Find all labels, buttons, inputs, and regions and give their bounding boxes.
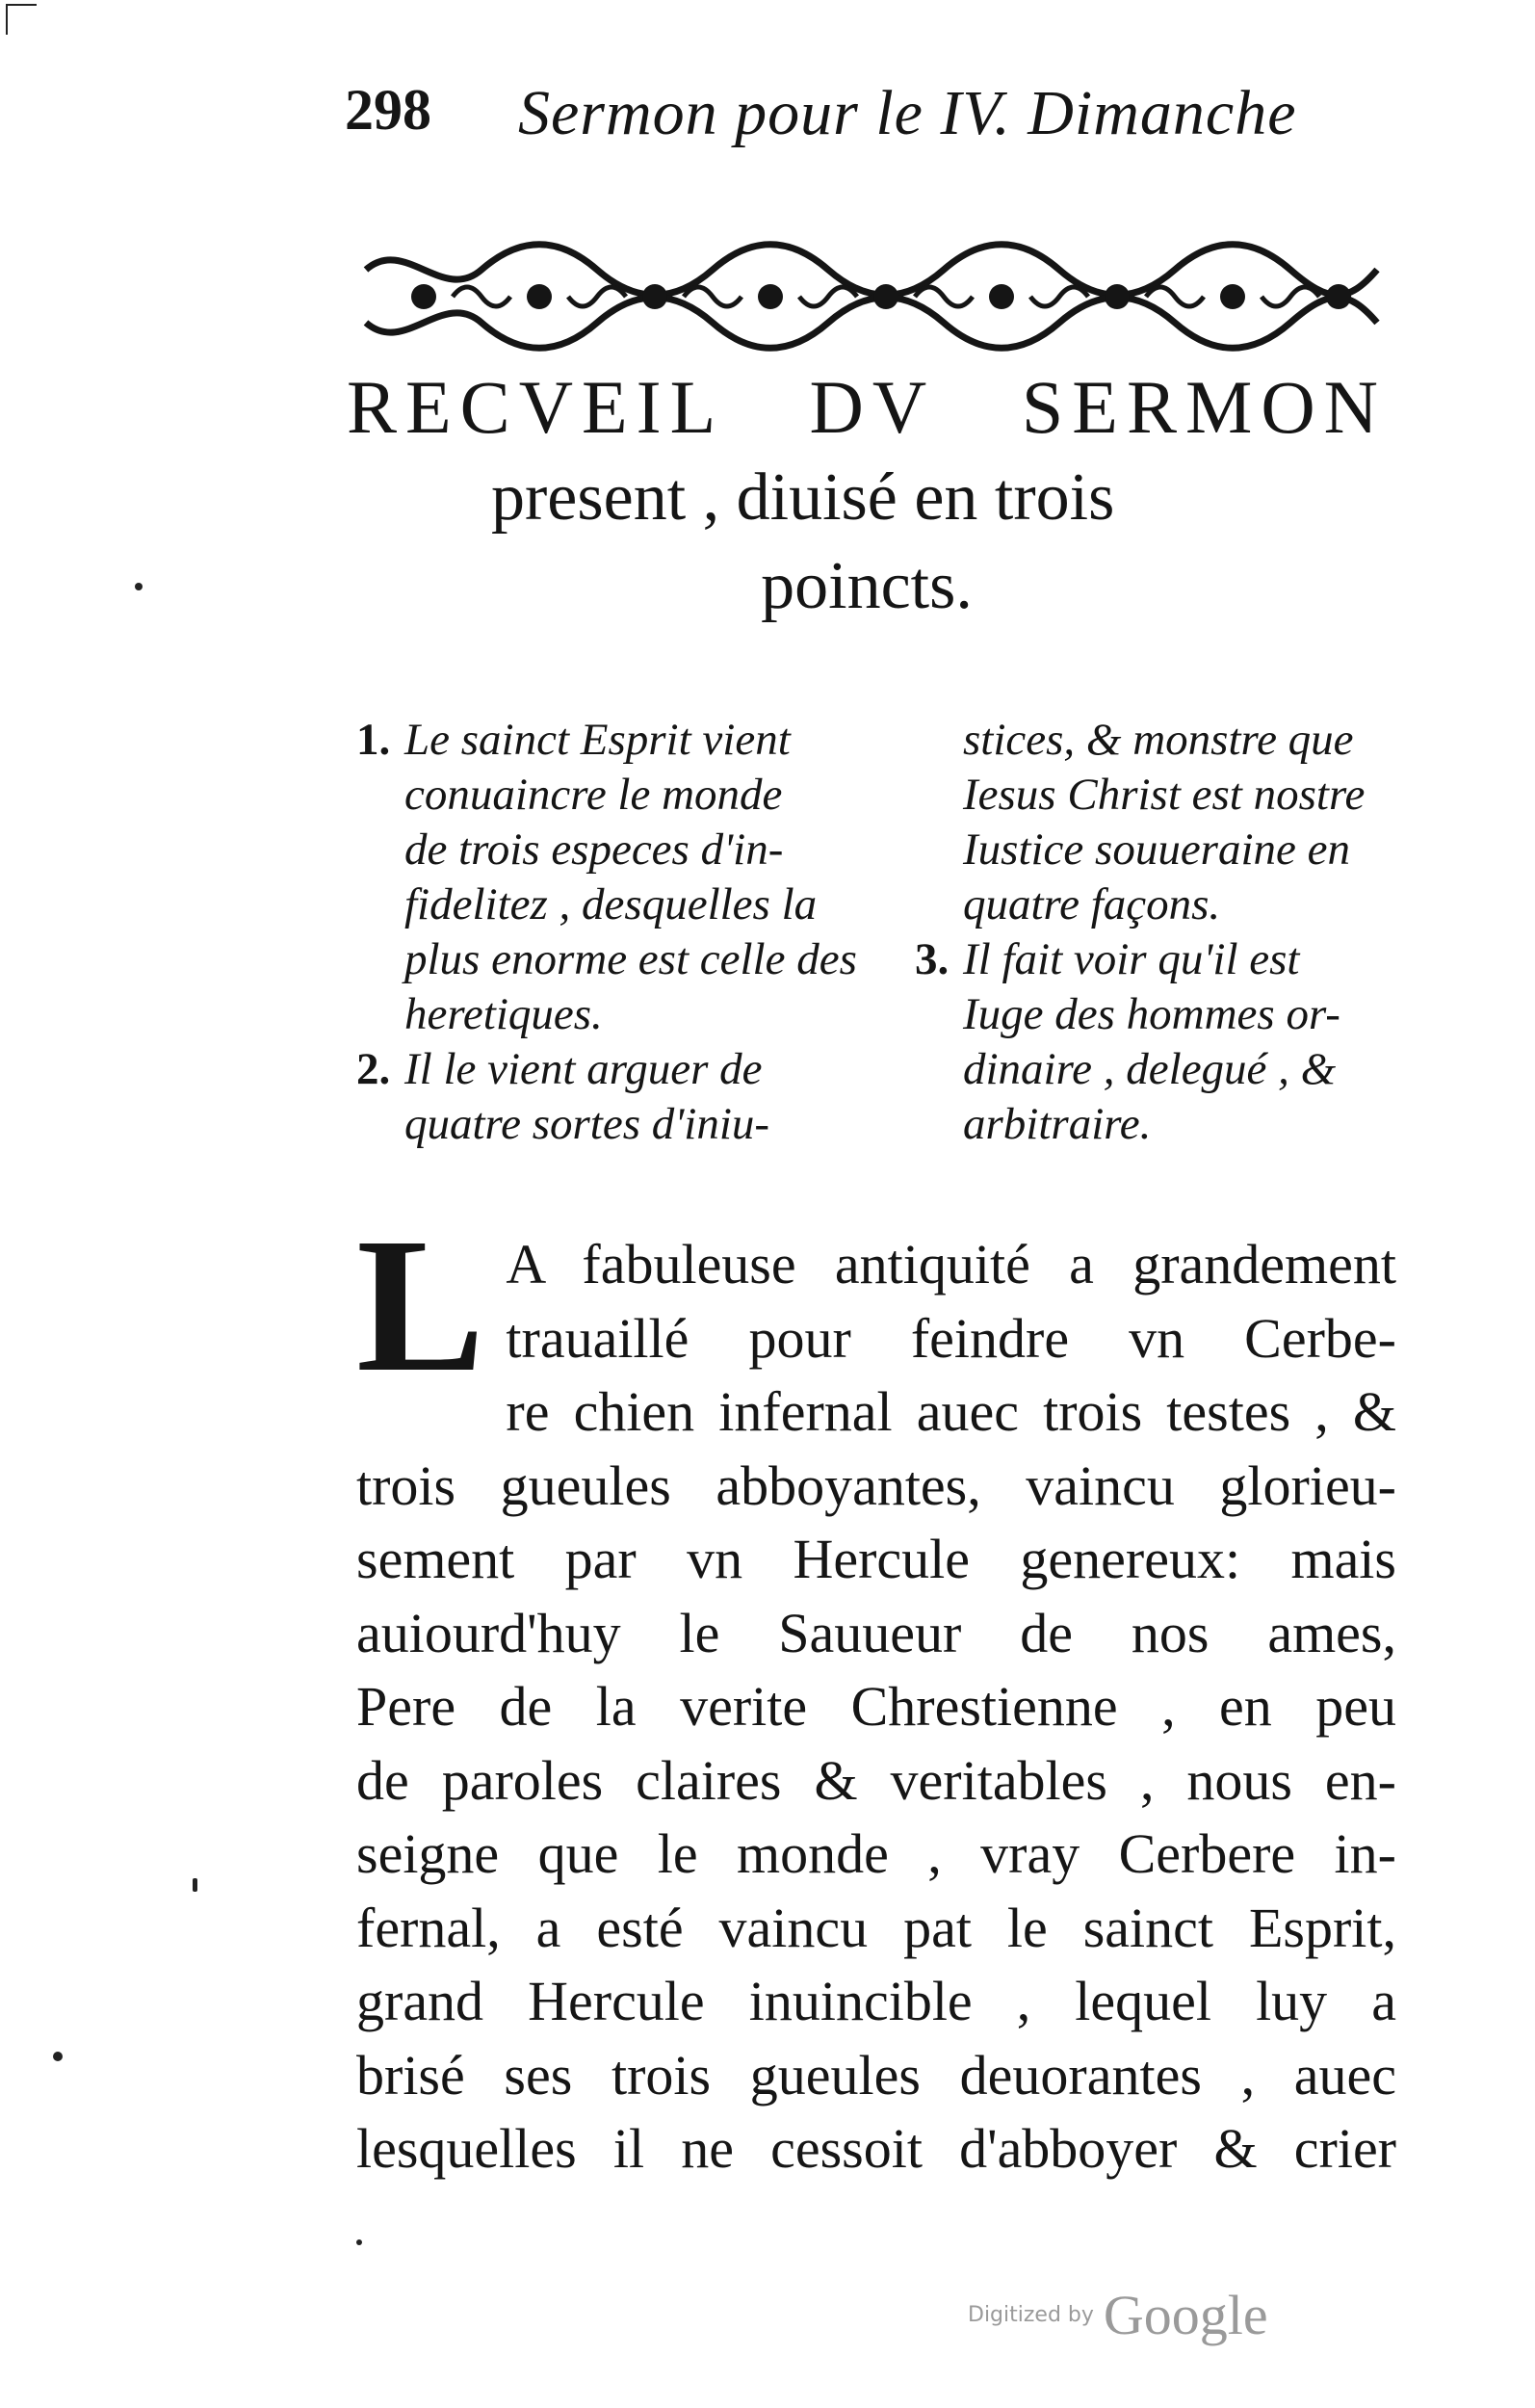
running-title: Sermon pour le IV. Dimanche (518, 78, 1297, 148)
summary-line: heretiques. (404, 989, 603, 1039)
body-line: Pere de la verite Chrestienne , en peu (356, 1675, 1396, 1738)
margin-speck (356, 2239, 362, 2245)
google-logo: Google (1103, 2284, 1268, 2346)
summary-line: de trois especes d'in- (404, 824, 784, 875)
body-line: brisé ses trois gueules deuorantes , auec (356, 2043, 1396, 2107)
summary-point (915, 713, 1416, 932)
body-line: trois gueules abboyantes, vaincu glorieu- (356, 1453, 1396, 1517)
body-line: trauaillé pour feindre vn Cerbe- (506, 1306, 1396, 1370)
body-line: A fabuleuse antiquité a grandement (506, 1233, 1396, 1296)
summary-column-left (356, 713, 857, 1152)
margin-speck (53, 2052, 63, 2061)
summary-line: conuaincre le monde (404, 770, 783, 820)
summary-line: Iustice souueraine en (963, 824, 1351, 875)
summary-point (356, 1042, 857, 1152)
summary-line: Il fait voir qu'il est (963, 934, 1300, 984)
summary-line: Il le vient arguer de (404, 1044, 763, 1094)
body-line: auiourd'huy le Sauueur de nos ames, (356, 1601, 1396, 1664)
drop-cap: L (356, 1199, 485, 1412)
section-heading (347, 361, 1387, 631)
summary-point (915, 932, 1416, 1152)
summary-line: quatre façons. (963, 879, 1221, 929)
point-number: 3. (915, 934, 950, 984)
running-head (345, 77, 1404, 164)
heading-line: poincts. (761, 549, 973, 623)
body-line: lesquelles il ne cessoit d'abboyer & crier (356, 2117, 1396, 2180)
margin-speck (135, 583, 143, 590)
summary-column-right (915, 713, 1416, 1152)
point-number: 2. (356, 1044, 391, 1094)
summary-line: Iesus Christ est nostre (963, 770, 1366, 820)
summary-line: stices, & monstre que (963, 715, 1354, 765)
body-line: sement par vn Hercule genereux: mais (356, 1528, 1396, 1590)
page-number: 298 (345, 78, 431, 142)
sermon-body (356, 1199, 1396, 2186)
digitized-by-google-watermark (968, 2283, 1268, 2347)
body-line: de paroles claires & veritables , nous en- (356, 1748, 1396, 1812)
summary-line: Iuge des hommes or- (963, 989, 1340, 1039)
heading-line: present , diuisé en trois (491, 460, 1115, 535)
summary-line: arbitraire. (963, 1099, 1152, 1149)
body-line: fernal, a esté vaincu pat le sainct Esprit, (356, 1896, 1396, 1959)
page-corner-mark (6, 4, 37, 35)
summary-line: plus enorme est celle des (404, 934, 857, 984)
margin-speck (193, 1878, 197, 1892)
summary-point (356, 713, 857, 1042)
body-line: re chien infernal auec trois testes , & (506, 1380, 1396, 1443)
digitized-label: Digitized by (968, 2303, 1094, 2327)
summary-line: fidelitez , desquelles la (404, 879, 818, 929)
heading-line: RECVEIL DV SERMON (347, 365, 1387, 449)
point-number: 1. (356, 715, 391, 765)
summary-line: quatre sortes d'iniu- (404, 1099, 770, 1149)
summary-line: Le sainct Esprit vient (404, 715, 791, 765)
body-line: grand Hercule inuincible , lequel luy a (356, 1970, 1396, 2032)
summary-line: dinaire , delegué , & (963, 1044, 1337, 1094)
body-line: seigne que le monde , vray Cerbere in- (356, 1822, 1396, 1885)
ornament-band (347, 231, 1396, 366)
